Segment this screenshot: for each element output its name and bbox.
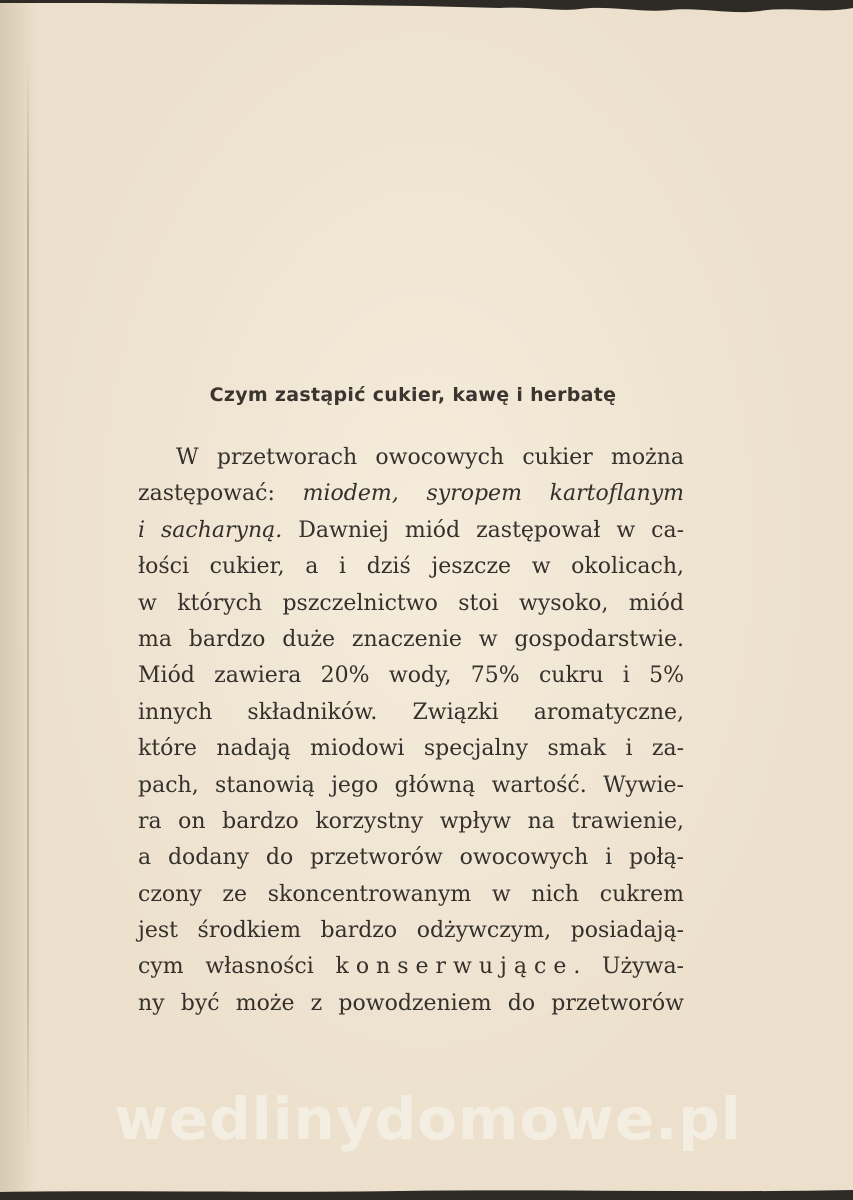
text-line bbox=[138, 913, 684, 949]
text-line bbox=[138, 440, 684, 476]
text-run: ra on bardzo korzystny wpływ na trawienie, bbox=[138, 808, 684, 834]
text-line bbox=[138, 840, 684, 876]
text-line bbox=[138, 804, 684, 840]
text-run: miodem, syropem kartoflanym bbox=[302, 481, 684, 507]
text-line bbox=[138, 513, 684, 549]
spine-shadow bbox=[27, 60, 29, 1150]
text-line bbox=[138, 768, 684, 804]
torn-top-edge bbox=[0, 0, 853, 16]
text-run: W przetworach owocowych cukier można bbox=[176, 445, 684, 470]
text-line bbox=[138, 695, 684, 731]
text-run: jest środkiem bardzo odżywczym, posiadają- bbox=[138, 918, 684, 944]
text-run: czony ze skoncentrowanym w nich cukrem bbox=[138, 881, 684, 907]
bottom-edge bbox=[0, 1178, 853, 1200]
text-run: które nadają miodowi specjalny smak i za- bbox=[138, 736, 684, 762]
text-run: w których pszczelnictwo stoi wysoko, miód bbox=[138, 590, 684, 616]
text-run: a dodany do przetworów owocowych i połą- bbox=[138, 845, 684, 871]
text-line bbox=[138, 549, 684, 585]
text-line bbox=[138, 658, 684, 694]
page-heading: Czym zastąpić cukier, kawę i herbatę bbox=[209, 384, 617, 406]
text-run: konserwujące bbox=[335, 954, 574, 980]
text-line bbox=[138, 877, 684, 913]
text-line bbox=[138, 586, 684, 622]
text-run: ny być może z powodzeniem do przetworów bbox=[138, 990, 684, 1016]
text-run: i sacharyną. bbox=[138, 517, 283, 543]
text-run: łości cukier, a i dziś jeszcze w okolicach, bbox=[138, 554, 684, 580]
text-run: pach, stanowią jego główną wartość. Wywie- bbox=[138, 772, 684, 798]
text-run: cym własności bbox=[138, 954, 336, 980]
text-run: ma bardzo duże znaczenie w gospodarstwie. bbox=[138, 626, 684, 652]
text-line bbox=[138, 476, 684, 512]
watermark: wedlinydomowe.pl bbox=[114, 1085, 742, 1153]
text-run: innych składników. Związki aromatyczne, bbox=[138, 699, 684, 725]
text-run: Dawniej miód zastępował w ca- bbox=[282, 517, 685, 543]
text-line bbox=[138, 731, 684, 767]
text-run: zastępować: bbox=[138, 481, 303, 507]
text-line bbox=[138, 986, 684, 1022]
text-line bbox=[138, 949, 684, 985]
text-run: . Używa- bbox=[573, 954, 684, 980]
text-line bbox=[138, 622, 684, 658]
text-run: Miód zawiera 20% wody, 75% cukru i 5% bbox=[138, 663, 684, 689]
body-paragraph bbox=[138, 440, 684, 1022]
